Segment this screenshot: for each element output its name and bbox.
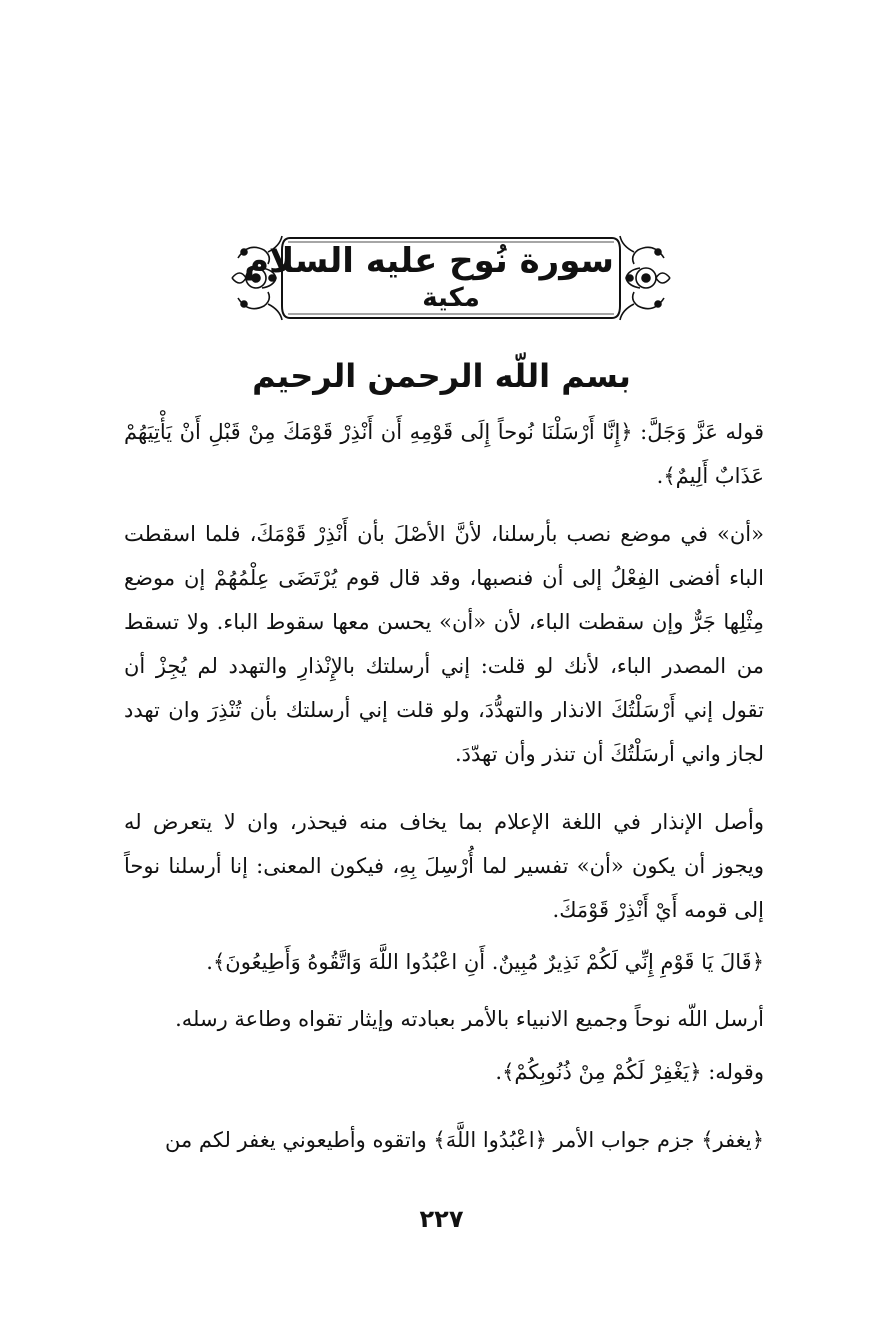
paragraph-commentary-indhar: وأصل الإنذار في اللغة الإعلام بما يخاف منه فيحذر، وان لا يتعرض له ويجوز أن يكون «أن» تفسير لما أُرْسِلَ بِهِ، فيكون المعنى: إنا أرسلنا نوحاً إلى قومه أَيْ أَنْذِرْ قَوْمَكَ. (124, 810, 764, 922)
paragraph-commentary-yaghfir: ﴿يغفر﴾ جزم جواب الأمر ﴿اعْبُدُوا اللَّهَ﴾ واتقوه وأطيعوني يغفر لكم من (165, 1128, 764, 1152)
paragraph-verse-1: قوله عَزَّ وَجَلَّ: ﴿إِنَّا أَرْسَلْنَا نُوحاً إِلَى قَوْمِهِ أَن أَنْذِرْ قَوْمَكَ مِنْ قَبْلِ أَنْ يَأْتِيَهُمْ عَذَابٌ أَلِيمٌ﴾. (124, 420, 764, 488)
paragraph-commentary-rusul: أرسل اللّه نوحاً وجميع الانبياء بالأمر بعبادته وإيثار تقواه وطاعة رسله. (175, 1007, 764, 1031)
surah-revelation-type: مكية (422, 283, 480, 313)
paragraph-verse-4: وقوله: ﴿يَغْفِرْ لَكُمْ مِنْ ذُنُوبِكُمْ﴾. (495, 1060, 764, 1084)
basmala-heading: بسم اللّه الرحمن الرحيم (252, 357, 631, 395)
surah-header-frame (228, 228, 674, 328)
paragraph-commentary-an: «أن» في موضع نصب بأرسلنا، لأنَّ الأصْلَ بأن أَنْذِرْ قَوْمَكَ، فلما اسقطت الباء أفضى الفِعْلُ إلى أن فنصبها، وقد قال قوم يُرْتَضَى عِلْمُهُمْ إن موضع مِثْلِها جَرٌّ وإن سقطت الباء، لأن «أن» يحسن معها سقوط الباء. ولا تسقط من المصدر الباء، لأنك لو قلت: إني أرسلتك بالإِنْذارِ والتهدد لم يُجِزْ أن تقول إني أَرْسَلْتُكَ الانذار والتهدُّدَ، ولو قلت إني أرسلتك بأن تُنْذِرَ وان تهدد لجاز واني أرسَلْتُكَ أن تنذر وأن تهدّدَ. (124, 522, 764, 766)
surah-title: سورة نُوح عليه السلام (244, 241, 614, 281)
page-number: ٢٢٧ (419, 1205, 464, 1233)
paragraph-verse-2-3: ﴿قَالَ يَا قَوْمِ إِنِّي لَكُمْ نَذِيرٌ مُبِينٌ. أَنِ اعْبُدُوا اللَّهَ وَاتَّقُوهُ وَأَطِيعُونَ﴾. (206, 950, 764, 974)
